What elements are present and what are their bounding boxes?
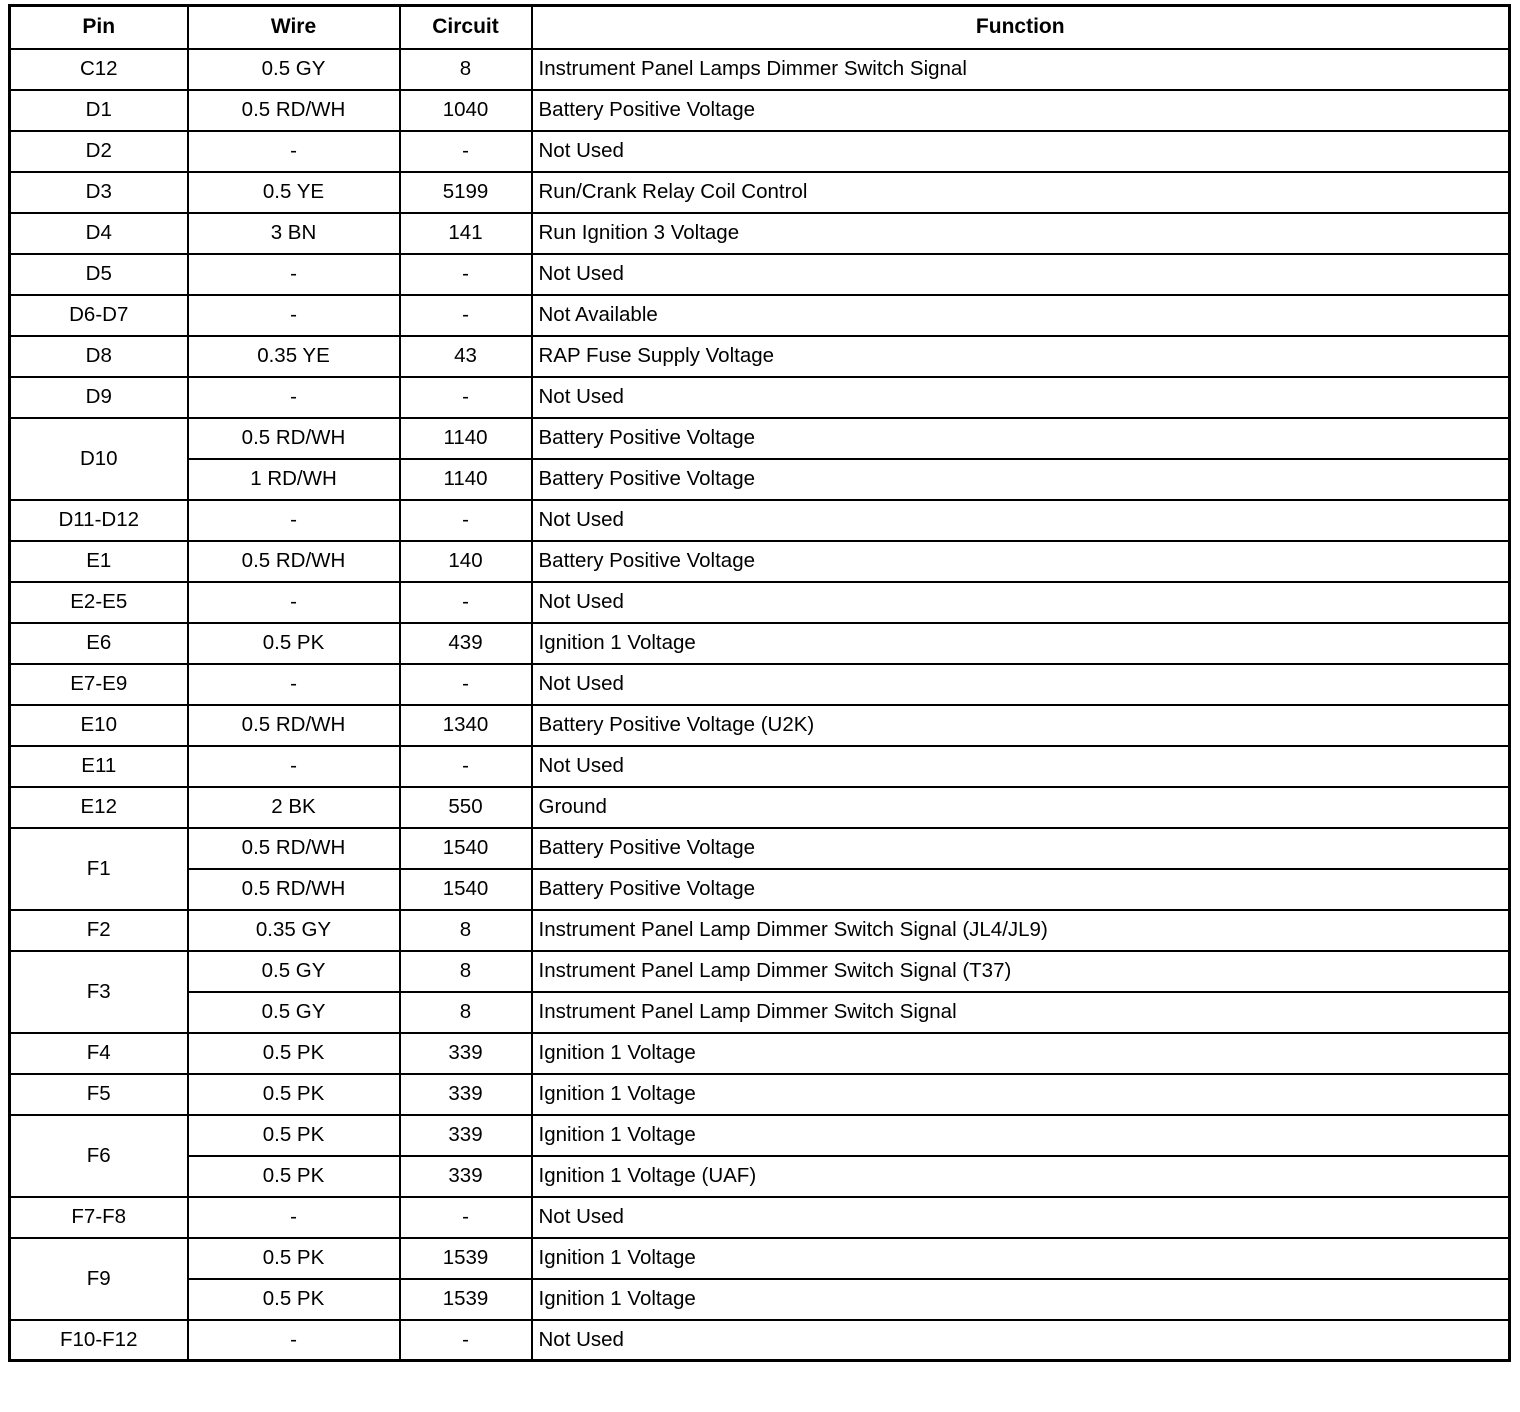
cell-function: Battery Positive Voltage (U2K) xyxy=(532,705,1510,746)
cell-circuit: - xyxy=(400,500,532,541)
column-header-wire: Wire xyxy=(188,6,400,49)
cell-circuit: 339 xyxy=(400,1156,532,1197)
cell-function: Ignition 1 Voltage (UAF) xyxy=(532,1156,1510,1197)
cell-pin: D4 xyxy=(10,213,188,254)
cell-wire: 0.5 PK xyxy=(188,1033,400,1074)
cell-function: Not Used xyxy=(532,1197,1510,1238)
column-header-pin: Pin xyxy=(10,6,188,49)
cell-pin: D11-D12 xyxy=(10,500,188,541)
cell-wire: 1 RD/WH xyxy=(188,459,400,500)
cell-wire: 0.5 RD/WH xyxy=(188,869,400,910)
cell-pin: E7-E9 xyxy=(10,664,188,705)
table-row xyxy=(10,623,1510,664)
table-row xyxy=(10,582,1510,623)
table-row xyxy=(10,1156,1510,1197)
cell-wire: - xyxy=(188,377,400,418)
table-row xyxy=(10,541,1510,582)
cell-wire: 0.5 YE xyxy=(188,172,400,213)
cell-function: Ground xyxy=(532,787,1510,828)
cell-pin: F10-F12 xyxy=(10,1320,188,1361)
cell-wire: 0.5 GY xyxy=(188,951,400,992)
cell-function: Battery Positive Voltage xyxy=(532,459,1510,500)
table-row xyxy=(10,418,1510,459)
cell-circuit: - xyxy=(400,746,532,787)
cell-circuit: - xyxy=(400,254,532,295)
cell-circuit: - xyxy=(400,131,532,172)
cell-circuit: 339 xyxy=(400,1033,532,1074)
cell-wire: 0.5 PK xyxy=(188,1115,400,1156)
cell-function: Ignition 1 Voltage xyxy=(532,1074,1510,1115)
cell-circuit: - xyxy=(400,1197,532,1238)
cell-pin: D2 xyxy=(10,131,188,172)
table-row xyxy=(10,746,1510,787)
cell-circuit: 1539 xyxy=(400,1279,532,1320)
cell-wire: 0.5 PK xyxy=(188,623,400,664)
cell-function: Instrument Panel Lamp Dimmer Switch Signal (T37) xyxy=(532,951,1510,992)
cell-function: Ignition 1 Voltage xyxy=(532,1279,1510,1320)
table-row xyxy=(10,951,1510,992)
cell-pin: D6-D7 xyxy=(10,295,188,336)
table-row xyxy=(10,1197,1510,1238)
cell-circuit: 140 xyxy=(400,541,532,582)
cell-wire: - xyxy=(188,1197,400,1238)
table-row xyxy=(10,1115,1510,1156)
cell-pin: F1 xyxy=(10,828,188,910)
cell-function: Instrument Panel Lamp Dimmer Switch Signal (JL4/JL9) xyxy=(532,910,1510,951)
cell-circuit: 8 xyxy=(400,49,532,90)
cell-wire: 0.5 PK xyxy=(188,1156,400,1197)
cell-function: Battery Positive Voltage xyxy=(532,869,1510,910)
cell-function: Ignition 1 Voltage xyxy=(532,1115,1510,1156)
cell-circuit: 339 xyxy=(400,1115,532,1156)
cell-circuit: 1140 xyxy=(400,418,532,459)
cell-function: Not Used xyxy=(532,746,1510,787)
cell-function: Not Used xyxy=(532,131,1510,172)
cell-wire: 0.5 PK xyxy=(188,1279,400,1320)
cell-pin: F2 xyxy=(10,910,188,951)
table-row xyxy=(10,377,1510,418)
cell-wire: 2 BK xyxy=(188,787,400,828)
cell-pin: F9 xyxy=(10,1238,188,1320)
cell-pin: F4 xyxy=(10,1033,188,1074)
cell-function: Not Used xyxy=(532,254,1510,295)
table-row xyxy=(10,90,1510,131)
cell-wire: 3 BN xyxy=(188,213,400,254)
cell-pin: E11 xyxy=(10,746,188,787)
cell-wire: - xyxy=(188,582,400,623)
cell-pin: E1 xyxy=(10,541,188,582)
cell-circuit: 439 xyxy=(400,623,532,664)
cell-circuit: 43 xyxy=(400,336,532,377)
cell-circuit: 1539 xyxy=(400,1238,532,1279)
cell-wire: 0.5 GY xyxy=(188,49,400,90)
cell-function: Instrument Panel Lamps Dimmer Switch Signal xyxy=(532,49,1510,90)
table-header xyxy=(10,6,1510,49)
cell-wire: 0.5 RD/WH xyxy=(188,418,400,459)
cell-function: Battery Positive Voltage xyxy=(532,541,1510,582)
table-row xyxy=(10,664,1510,705)
table-row xyxy=(10,49,1510,90)
cell-pin: F7-F8 xyxy=(10,1197,188,1238)
cell-circuit: 8 xyxy=(400,992,532,1033)
cell-function: Not Used xyxy=(532,500,1510,541)
table-row xyxy=(10,1033,1510,1074)
cell-wire: - xyxy=(188,254,400,295)
cell-function: Battery Positive Voltage xyxy=(532,418,1510,459)
cell-circuit: 339 xyxy=(400,1074,532,1115)
cell-function: Not Used xyxy=(532,582,1510,623)
cell-wire: - xyxy=(188,1320,400,1361)
cell-pin: D1 xyxy=(10,90,188,131)
cell-circuit: 1340 xyxy=(400,705,532,746)
cell-wire: 0.5 RD/WH xyxy=(188,541,400,582)
cell-circuit: - xyxy=(400,664,532,705)
cell-wire: 0.35 GY xyxy=(188,910,400,951)
cell-wire: - xyxy=(188,664,400,705)
cell-wire: 0.35 YE xyxy=(188,336,400,377)
cell-circuit: 8 xyxy=(400,910,532,951)
table-row xyxy=(10,131,1510,172)
cell-function: Not Used xyxy=(532,1320,1510,1361)
table-row xyxy=(10,910,1510,951)
cell-pin: D3 xyxy=(10,172,188,213)
cell-pin: F3 xyxy=(10,951,188,1033)
cell-wire: - xyxy=(188,500,400,541)
cell-function: RAP Fuse Supply Voltage xyxy=(532,336,1510,377)
table-row xyxy=(10,500,1510,541)
table-row xyxy=(10,295,1510,336)
cell-pin: E10 xyxy=(10,705,188,746)
cell-function: Battery Positive Voltage xyxy=(532,828,1510,869)
table-row xyxy=(10,459,1510,500)
table-row xyxy=(10,1074,1510,1115)
table-body xyxy=(10,49,1510,1361)
cell-pin: D9 xyxy=(10,377,188,418)
cell-circuit: - xyxy=(400,377,532,418)
cell-function: Battery Positive Voltage xyxy=(532,90,1510,131)
cell-function: Run/Crank Relay Coil Control xyxy=(532,172,1510,213)
cell-circuit: 550 xyxy=(400,787,532,828)
table-row xyxy=(10,213,1510,254)
cell-pin: F5 xyxy=(10,1074,188,1115)
cell-wire: - xyxy=(188,295,400,336)
cell-pin: D8 xyxy=(10,336,188,377)
cell-wire: 0.5 RD/WH xyxy=(188,828,400,869)
cell-wire: 0.5 RD/WH xyxy=(188,90,400,131)
cell-circuit: - xyxy=(400,295,532,336)
cell-function: Not Used xyxy=(532,664,1510,705)
table-row xyxy=(10,869,1510,910)
cell-pin: E2-E5 xyxy=(10,582,188,623)
cell-circuit: 1540 xyxy=(400,828,532,869)
cell-pin: C12 xyxy=(10,49,188,90)
cell-function: Ignition 1 Voltage xyxy=(532,623,1510,664)
table-row xyxy=(10,705,1510,746)
cell-circuit: 1040 xyxy=(400,90,532,131)
connector-pinout-table xyxy=(8,4,1511,1362)
table-row xyxy=(10,254,1510,295)
table-row xyxy=(10,828,1510,869)
cell-pin: D10 xyxy=(10,418,188,500)
cell-function: Not Available xyxy=(532,295,1510,336)
table-row xyxy=(10,1238,1510,1279)
cell-wire: - xyxy=(188,746,400,787)
cell-circuit: 1540 xyxy=(400,869,532,910)
cell-circuit: 141 xyxy=(400,213,532,254)
table-header-row xyxy=(10,6,1510,49)
table-row xyxy=(10,1320,1510,1361)
cell-wire: - xyxy=(188,131,400,172)
cell-circuit: 5199 xyxy=(400,172,532,213)
cell-circuit: 1140 xyxy=(400,459,532,500)
cell-pin: E6 xyxy=(10,623,188,664)
cell-function: Not Used xyxy=(532,377,1510,418)
table-row xyxy=(10,336,1510,377)
cell-wire: 0.5 GY xyxy=(188,992,400,1033)
cell-wire: 0.5 PK xyxy=(188,1074,400,1115)
column-header-function: Function xyxy=(532,6,1510,49)
cell-function: Run Ignition 3 Voltage xyxy=(532,213,1510,254)
cell-pin: E12 xyxy=(10,787,188,828)
table-row xyxy=(10,1279,1510,1320)
table-row xyxy=(10,992,1510,1033)
cell-wire: 0.5 PK xyxy=(188,1238,400,1279)
column-header-circuit: Circuit xyxy=(400,6,532,49)
cell-wire: 0.5 RD/WH xyxy=(188,705,400,746)
table-row xyxy=(10,787,1510,828)
cell-circuit: - xyxy=(400,582,532,623)
cell-circuit: - xyxy=(400,1320,532,1361)
cell-function: Ignition 1 Voltage xyxy=(532,1033,1510,1074)
cell-circuit: 8 xyxy=(400,951,532,992)
cell-function: Instrument Panel Lamp Dimmer Switch Signal xyxy=(532,992,1510,1033)
cell-function: Ignition 1 Voltage xyxy=(532,1238,1510,1279)
cell-pin: D5 xyxy=(10,254,188,295)
table-row xyxy=(10,172,1510,213)
cell-pin: F6 xyxy=(10,1115,188,1197)
